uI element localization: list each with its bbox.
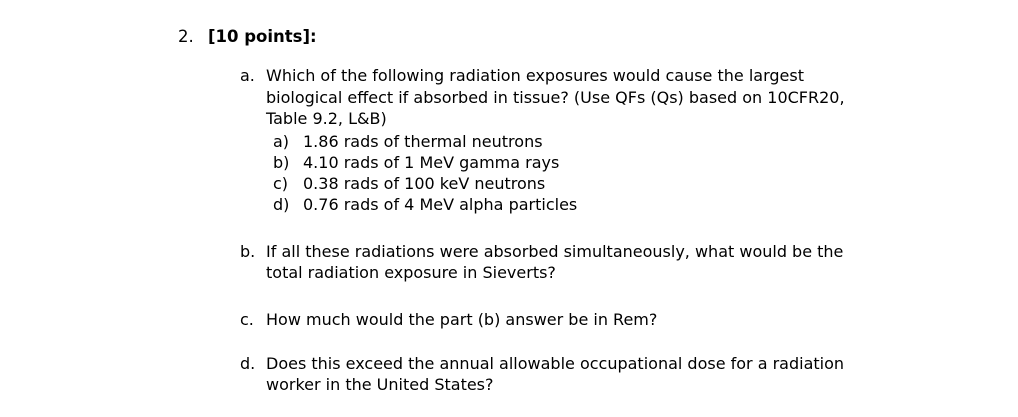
sub-item-c [273,173,978,194]
part-c-text: How much would the part (b) answer be in Rem? [266,310,658,330]
spacer-before-part-d [240,331,978,353]
question-part-d [240,353,978,395]
part-a-text: Which of the following radiation exposures would cause the largest biological effect if absorbed in tissue? (Use QFs (Qs) based on 10CFR20, Table 9.2, L&B) [266,66,845,128]
part-b-label: b. [240,242,256,262]
part-a-label: a. [240,66,255,86]
part-c-label: c. [240,310,254,330]
part-a-subitems [273,131,978,215]
spacer-before-part-c [240,283,978,309]
sub-item-b-label: b) [273,152,290,172]
sub-item-a-label: a) [273,131,290,151]
sub-item-a-text: 1.86 rads of thermal neutrons [303,131,543,151]
part-d-text: Does this exceed the annual allowable occupational dose for a radiation worker in the United States? [266,353,845,394]
question-title: [10 points]: [208,27,317,46]
question-block [178,26,978,395]
sub-item-d [273,194,978,215]
question-part-b [240,241,978,283]
question-header [178,26,978,47]
sub-item-b-text: 4.10 rads of 1 MeV gamma rays [303,152,560,172]
part-b-text: If all these radiations were absorbed simultaneously, what would be the total radiation exposure in Sieverts? [266,242,844,283]
sub-item-a [273,131,978,152]
sub-item-c-label: c) [273,173,289,193]
spacer-before-part-b [240,215,978,241]
part-d-label: d. [240,353,256,373]
question-number: 2. [178,27,194,46]
sub-item-d-text: 0.76 rads of 4 MeV alpha particles [303,195,578,215]
question-part-c [240,309,978,330]
sub-item-c-text: 0.38 rads of 100 keV neutrons [303,173,546,193]
question-part-a [240,65,978,128]
question-parts [240,65,978,394]
sub-item-d-label: d) [273,195,290,215]
sub-item-b [273,152,978,173]
